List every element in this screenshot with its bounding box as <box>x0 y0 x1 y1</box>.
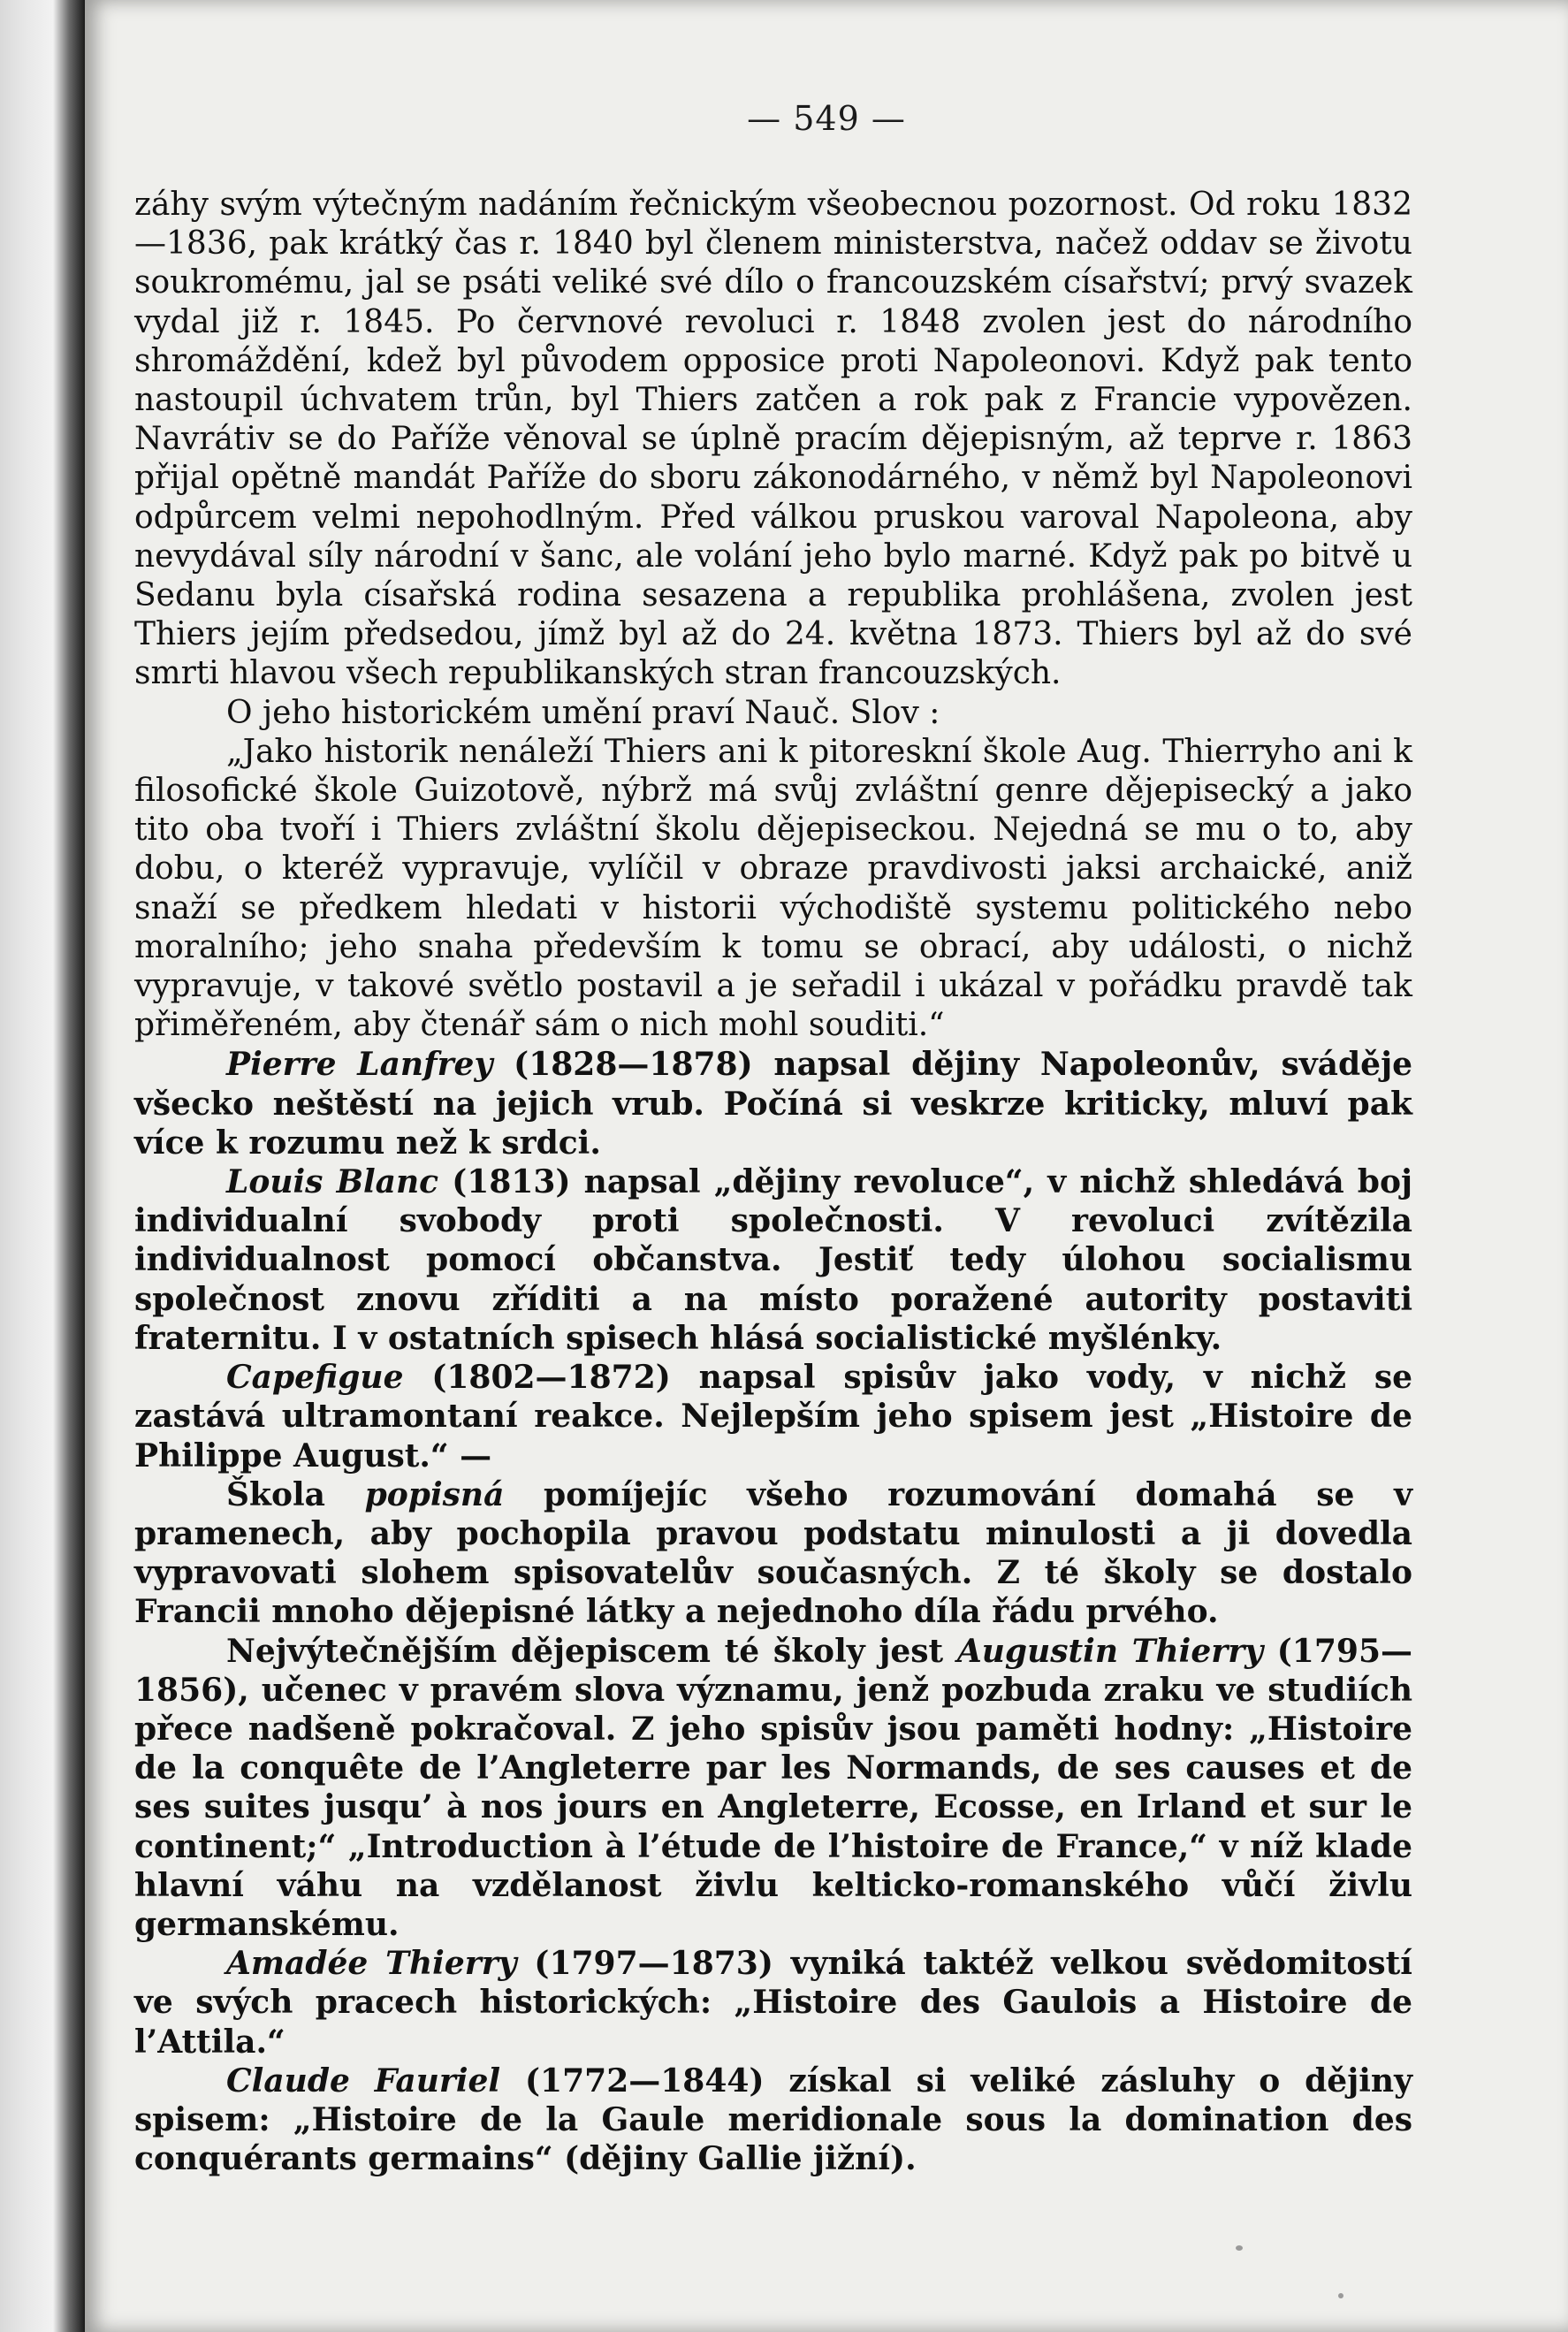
paragraph-historical-art-intro: O jeho historickém umění praví Nauč. Slov : <box>226 694 940 731</box>
term-popisna: popisná <box>364 1475 505 1513</box>
paragraph-blanc-text: (1813) napsal „dějiny revoluce“, v nichž shledává boj individualní svobody proti společnosti. V revoluci zvítězila individualnost pomocí občanstva. Jestiť tedy úlohou socialismu společnost znovu zříditi a na místo poražené autority postaviti fraternitu. I v ostatních spisech hlásá socialistické myšlénky. <box>134 1163 1412 1357</box>
paragraph-capefigue-text: (1802—1872) napsal spisův jako vody, v nichž se zastává ultramontaní reakce. Nejlepším jeho spisem jest „Histoire de Philippe August.“ — <box>134 1359 1412 1475</box>
paragraph-descriptive-school <box>134 1475 1412 1632</box>
paragraph-quotation: „Jako historik nenáleží Thiers ani k pitoreskní škole Aug. Thierryho ani k filosofické škole Guizotově, nýbrž má svůj zvláštní genre dějepisecký a jako tito oba tvoří i Thiers zvláštní školu dějepiseckou. Nejedná se mu o to, aby dobu, o kteréž vypravuje, vylíčil v obraze pravdivosti jaksi archaické, aniž snaží se předkem hledati v historii východiště systemu politického nebo moralního; jeho snaha především k tomu se obrací, aby události, o nichž vypravuje, v takové světlo postavil a je seřadil i ukázal v pořádku pravdě tak přiměřeném, aby čtenář sám o nich mohl souditi.“ <box>134 733 1412 1044</box>
paragraph-augustin-thierry-lead: Nejvýtečnějším dějepiscem té školy jest <box>226 1632 957 1670</box>
paragraph-descriptive-school-text: pomíjejíc všeho rozumování domahá se v pramenech, aby pochopila pravou podstatu minulosti a ji dovedla vypravovati slohem spisovatelův současných. Z té školy se dostalo Francii mnoho dějepisné látky a nejednoho díla řádu prvého. <box>134 1475 1412 1631</box>
page-number: — 549 — <box>747 99 906 138</box>
paragraph-amadee-thierry-text: (1797—1873) vyniká taktéž velkou svědomitostí ve svých pracech historických: „Histoire des Gaulois a Histoire de l’Attila.“ <box>134 1945 1412 2061</box>
author-name-blanc: Louis Blanc <box>226 1163 439 1201</box>
paper-speck <box>1338 2293 1343 2298</box>
author-name-augustin-thierry: Augustin Thierry <box>956 1632 1264 1670</box>
paragraph-amadee-thierry <box>134 1944 1412 2061</box>
author-name-amadee-thierry: Amadée Thierry <box>226 1945 517 1983</box>
binding-edge <box>0 0 85 2332</box>
book-page <box>85 0 1568 2332</box>
paragraph-fauriel <box>134 2061 1412 2179</box>
author-name-fauriel: Claude Fauriel <box>226 2061 501 2100</box>
paragraph-augustin-thierry-text: (1795—1856), učenec v pravém slova významu, jenž pozbuda zraku ve studiích přece nadšeně pokračoval. Z jeho spisův jsou paměti hodny: „Histoire de la conquête de l’Angleterre par les Normands, de ses causes et de ses suites jusqu’ à nos jours en Angleterre, Ecosse, en Irland et sur le continent;“ „Introduction à l’étude de l’histoire de France,“ v níž klade hlavní váhu na vzdělanost živlu kelticko-romanského vůčí živlu germanskému. <box>134 1632 1412 1943</box>
paragraph-fauriel-text: (1772—1844) získal si veliké zásluhy o dějiny spisem: „Histoire de la Gaule meridionale sous la domination des conquérants germains“ (dějiny Gallie jižní). <box>134 2061 1412 2178</box>
author-name-capefigue: Capefigue <box>226 1359 404 1397</box>
body-text <box>134 186 1412 2178</box>
author-name-lanfrey: Pierre Lanfrey <box>226 1046 493 1084</box>
paper-speck <box>1236 2245 1243 2251</box>
paragraph-blanc <box>134 1162 1412 1358</box>
paragraph-augustin-thierry <box>134 1632 1412 1945</box>
paragraph-thiers-biography: záhy svým výtečným nadáním řečnickým všeobecnou pozornost. Od roku 1832—1836, pak krátký čas r. 1840 byl členem ministerstva, načež oddav se životu soukromému, jal se psáti veliké své dílo o francouzském císařství; prvý svazek vydal již r. 1845. Po červnové revoluci r. 1848 zvolen jest do národního shromáždění, kdež byl původem opposice proti Napoleonovi. Když pak tento nastoupil úchvatem trůn, byl Thiers zatčen a rok pak z Francie vypovězen. Navrátiv se do Paříže věnoval se úplně pracím dějepisným, až teprve r. 1863 přijal opětně mandát Paříže do sboru zákonodárného, v němž byl Napoleonovi odpůrcem velmi nepohodlným. Před válkou pruskou varoval Napoleona, aby nevydával síly národní v šanc, ale volání jeho bylo marné. Když pak po bitvě u Sedanu byla císařská rodina sesazena a republika prohlášena, zvolen jest Thiers jejím předsedou, jímž byl až do 24. května 1873. Thiers byl až do své smrti hlavou všech republikanských stran francouzských. <box>134 187 1412 692</box>
paragraph-descriptive-school-lead: Škola <box>226 1475 365 1513</box>
paragraph-capefigue <box>134 1358 1412 1475</box>
paragraph-lanfrey <box>134 1045 1412 1162</box>
paragraph-lanfrey-text: (1828—1878) napsal dějiny Napoleonův, sváděje všecko neštěstí na jejich vrub. Počíná si veskrze kriticky, mluví pak více k rozumu než k srdci. <box>134 1046 1412 1162</box>
